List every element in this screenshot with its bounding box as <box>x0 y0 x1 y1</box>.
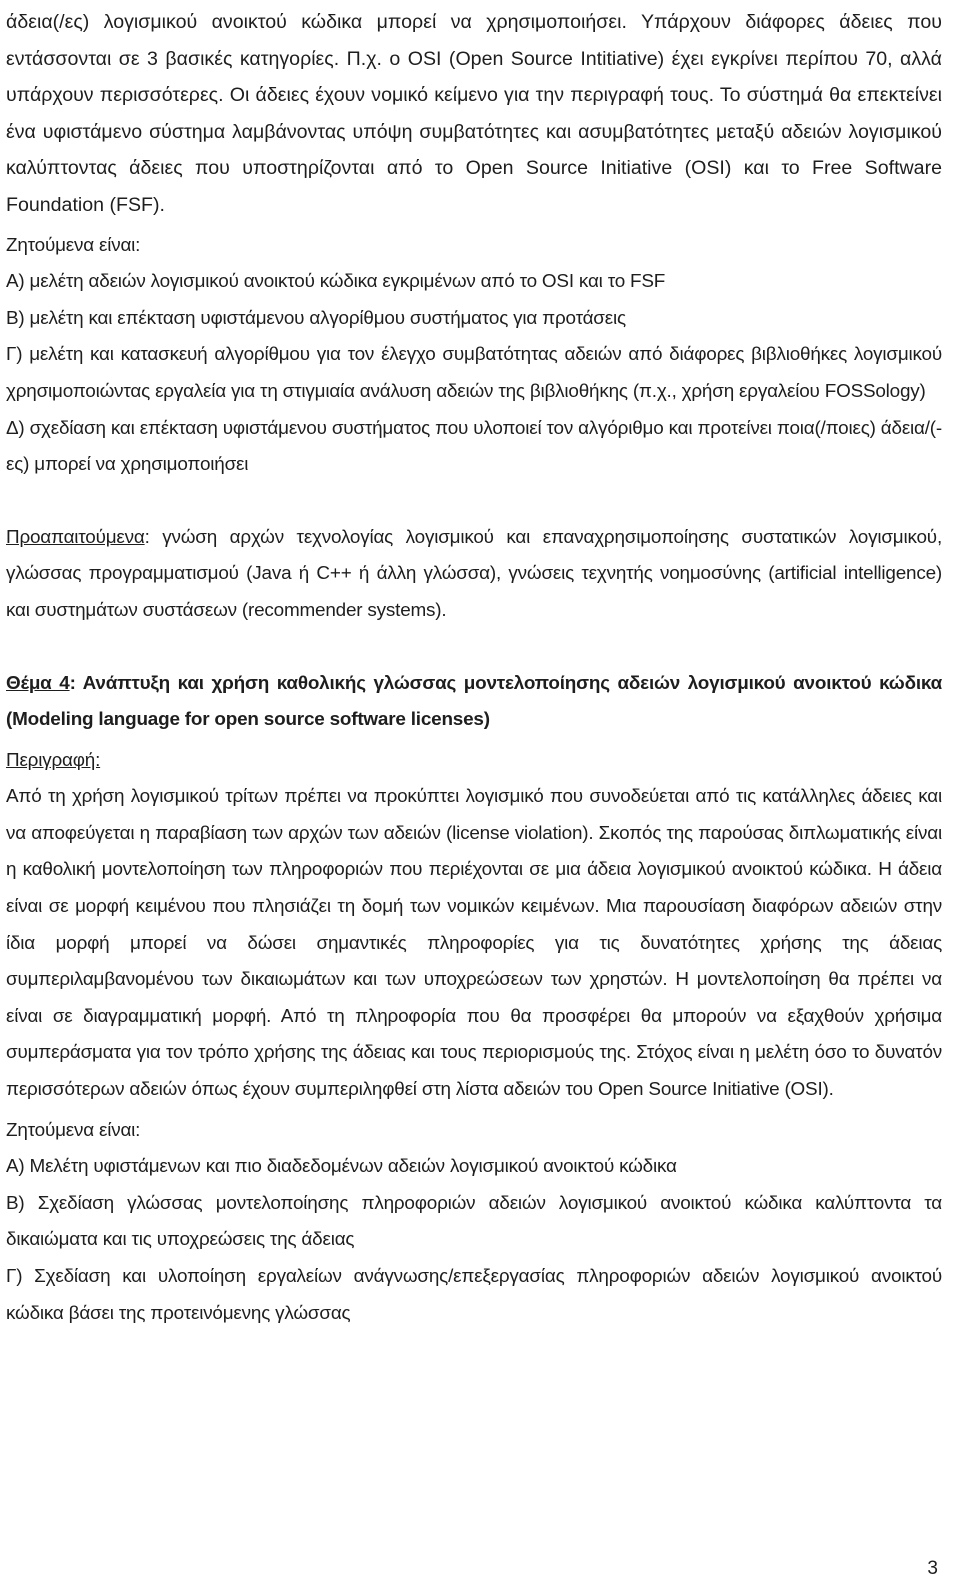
page-number: 3 <box>927 1558 938 1579</box>
topic-title: : Ανάπτυξη και χρήση καθολικής γλώσσας μοντελοποίησης αδειών λογισμικού ανοικτού κώδικα (Modeling language for open source software licenses) <box>6 672 942 731</box>
requirements2-heading: Ζητούμενα είναι: <box>6 1119 141 1141</box>
requirement-item-b: Β) μελέτη και επέκταση υφιστάμενου αλγορίθμου συστήματος για προτάσεις <box>6 307 626 329</box>
topic-label: Θέμα 4 <box>6 672 70 694</box>
description-paragraph: Από τη χρήση λογισμικού τρίτων πρέπει να προκύπτει λογισμικό που συνοδεύεται από τις κατάλληλες άδειες και να αποφεύγεται η παραβίαση των αρχών των αδειών (license violation). Σκοπός της παρούσας διπλωματικής είναι η καθολική μοντελοποίηση των πληροφοριών που περιέχονται σε μια άδεια λογισμικού ανοικτού κώδικα. Η άδεια είναι σε μορφή κειμένου που πλησιάζει τη δομή των νομικών κειμένων. Μια παρουσίαση διαφόρων αδειών στην ίδια μορφή μπορεί να δώσει σημαντικές πληροφορίες για τις δυνατότητες χρήσης της άδειας συμπεριλαμβανομένου των δικαιωμάτων και των υποχρεώσεων των χρηστών. Η μοντελοποίηση θα πρέπει να είναι σε διαγραμματική μορφή. Από τη πληροφορία που θα προσφέρει θα μπορούν να εξαχθούν χρήσιμα συμπεράσματα για τον τρόπο χρήσης της άδειας και τους περιορισμούς της. Στόχος είναι η μελέτη όσο το δυνατόν περισσότερων αδειών όπως έχουν συμπεριληφθεί στη λίστα αδειών του Open Source Initiative (OSI). <box>6 786 942 1101</box>
requirement2-item-c: Γ) Σχεδίαση και υλοποίηση εργαλείων ανάγνωσης/επεξεργασίας πληροφοριών αδειών λογισμικού ανοικτού κώδικα βάσει της προτεινόμενης γλώσσας <box>6 1266 942 1324</box>
requirement-item-a: Α) μελέτη αδειών λογισμικού ανοικτού κώδικα εγκριμένων από το OSI και το FSF <box>6 271 666 293</box>
prerequisites-label: Προαπαιτούμενα <box>6 526 145 548</box>
prerequisites-paragraph <box>6 520 942 630</box>
requirement-item-c: Γ) μελέτη και κατασκευή αλγορίθμου για τον έλεγχο συμβατότητας αδειών από διάφορες βιβλιοθήκες λογισμικού χρησιμοποιώντας εργαλεία για τη στιγμιαία ανάλυση αδειών της βιβλιοθήκης (π.χ., χρήση εργαλείου FOSSology) <box>6 344 942 402</box>
description-label <box>6 743 942 780</box>
prerequisites-text: : γνώση αρχών τεχνολογίας λογισμικού και επαναχρησιμοποίησης συστατικών λογισμικού, γλώσσας προγραμματισμού (Java ή C++ ή άλλη γλώσσα), γνώσεις τεχνητής νοημοσύνης (artificial intelligence) και συστημάτων συστάσεων (recommender systems). <box>6 526 942 621</box>
topic-heading <box>6 666 942 739</box>
requirement2-item-b: Β) Σχεδίαση γλώσσας μοντελοποίησης πληροφοριών αδειών λογισμικού ανοικτού κώδικα καλύπτοντα τα δικαιώματα και τις υποχρεώσεις της άδειας <box>6 1192 942 1251</box>
requirements-heading: Ζητούμενα είναι: <box>6 234 141 256</box>
requirement2-item-a: Α) Μελέτη υφιστάμενων και πιο διαδεδομένων αδειών λογισμικού ανοικτού κώδικα <box>6 1156 677 1178</box>
requirement-item-d: Δ) σχεδίαση και επέκταση υφιστάμενου συστήματος που υλοποιεί τον αλγόριθμο και προτείνει ποια(/ποιες) άδεια/(-ες) μπορεί να χρησιμοποιήσει <box>6 417 942 476</box>
intro-paragraph: άδεια(/ες) λογισμικού ανοικτού κώδικα μπορεί να χρησιμοποιήσει. Υπάρχουν διάφορες άδειες που εντάσσονται σε 3 βασικές κατηγορίες. Π.χ. ο OSI (Open Source Intitiative) έχει εγκρίνει περίπου 70, αλλά υπάρχουν περισσότερες. Οι άδειες έχουν νομικό κείμενο για την περιγραφή τους. Το σύστημά θα επεκτείνει ένα υφιστάμενο σύστημα λαμβάνοντας υπόψη συμβατότητες και ασυμβατότητες μεταξύ αδειών λογισμικού καλύπτοντας άδειες που υποστηρίζονται από το Open Source Initiative (OSI) και το Free Software Foundation (FSF). <box>6 11 942 216</box>
description-label-text: Περιγραφή: <box>6 749 101 771</box>
